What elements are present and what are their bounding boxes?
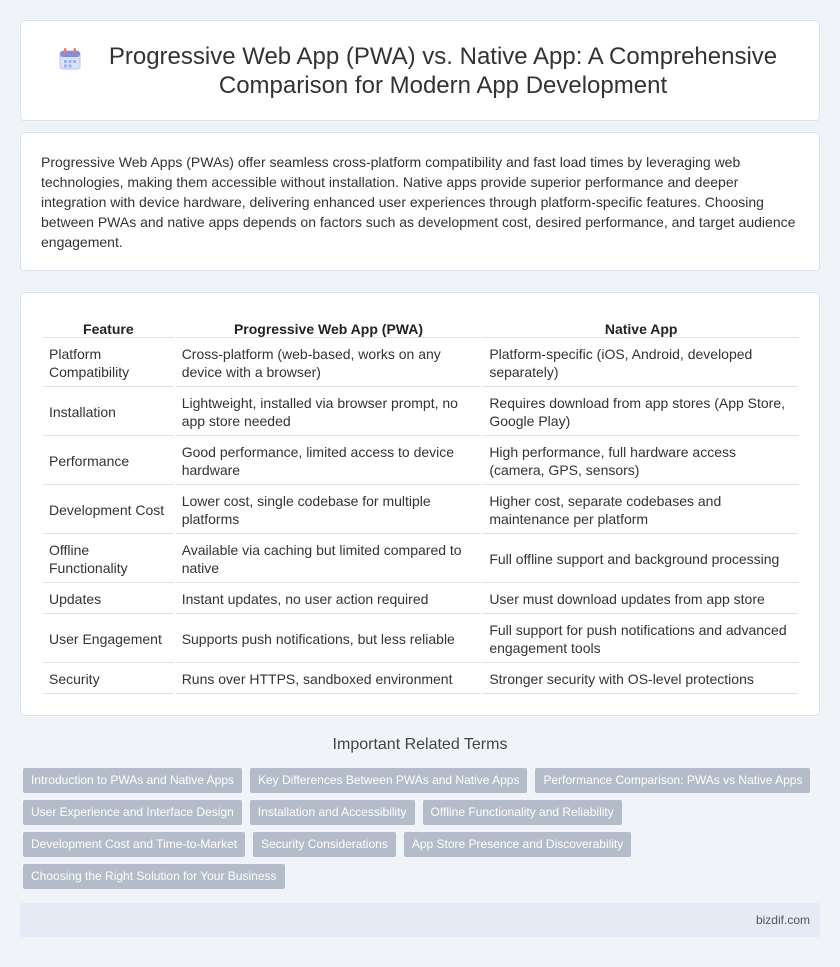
related-term-tag[interactable]: Development Cost and Time-to-Market <box>23 832 245 857</box>
table-cell-feature: User Engagement <box>43 616 174 663</box>
page-title: Progressive Web App (PWA) vs. Native App: A Comprehensive Comparison for Modern App Development <box>108 42 778 99</box>
table-row <box>43 536 799 583</box>
related-term-tag[interactable]: Key Differences Between PWAs and Native Apps <box>250 768 527 793</box>
table-cell-pwa: Cross-platform (web-based, works on any device with a browser) <box>176 340 482 387</box>
table-row <box>43 487 799 534</box>
table-cell-pwa: Lower cost, single codebase for multiple platforms <box>176 487 482 534</box>
table-cell-native: Requires download from app stores (App Store, Google Play) <box>483 389 799 436</box>
table-cell-native: Full support for push notifications and advanced engagement tools <box>483 616 799 663</box>
related-term-tag[interactable]: Installation and Accessibility <box>250 800 415 825</box>
table-cell-feature: Development Cost <box>43 487 174 534</box>
table-row <box>43 616 799 663</box>
column-header-feature: Feature <box>43 319 174 338</box>
table-cell-pwa: Instant updates, no user action required <box>176 585 482 614</box>
calendar-icon <box>57 46 83 72</box>
intro-paragraph: Progressive Web Apps (PWAs) offer seamless cross-platform compatibility and fast load times by leveraging web technologies, making them accessible without installation. Native apps provide superior performance and deeper integration with device hardware, delivering enhanced user experiences through platform-specific features. Choosing between PWAs and native apps depends on factors such as development cost, desired performance, and target audience engagement. <box>41 154 796 250</box>
table-row <box>43 389 799 436</box>
table-cell-native: Full offline support and background processing <box>483 536 799 583</box>
related-term-tag[interactable]: Performance Comparison: PWAs vs Native Apps <box>535 768 810 793</box>
table-header-row <box>43 319 799 338</box>
column-header-native: Native App <box>483 319 799 338</box>
related-term-tag[interactable]: App Store Presence and Discoverability <box>404 832 631 857</box>
table-cell-feature: Security <box>43 665 174 694</box>
related-term-tag[interactable]: Security Considerations <box>253 832 396 857</box>
related-term-tag[interactable]: Introduction to PWAs and Native Apps <box>23 768 242 793</box>
table-cell-pwa: Supports push notifications, but less reliable <box>176 616 482 663</box>
related-term-tag[interactable]: User Experience and Interface Design <box>23 800 242 825</box>
table-cell-feature: Offline Functionality <box>43 536 174 583</box>
table-cell-pwa: Lightweight, installed via browser prompt, no app store needed <box>176 389 482 436</box>
table-cell-native: User must download updates from app store <box>483 585 799 614</box>
comparison-table <box>41 317 801 696</box>
table-cell-native: Stronger security with OS-level protections <box>483 665 799 694</box>
table-cell-feature: Platform Compatibility <box>43 340 174 387</box>
table-cell-pwa: Good performance, limited access to device hardware <box>176 438 482 485</box>
table-cell-feature: Performance <box>43 438 174 485</box>
table-cell-feature: Updates <box>43 585 174 614</box>
header-card <box>20 20 820 121</box>
intro-card <box>20 132 820 271</box>
related-term-tag[interactable]: Choosing the Right Solution for Your Business <box>23 864 285 889</box>
footer <box>20 903 820 937</box>
table-cell-native: Platform-specific (iOS, Android, developed separately) <box>483 340 799 387</box>
related-term-tag[interactable]: Offline Functionality and Reliability <box>423 800 622 825</box>
related-terms-title: Important Related Terms <box>332 736 508 753</box>
table-cell-pwa: Available via caching but limited compared to native <box>176 536 482 583</box>
table-cell-native: High performance, full hardware access (camera, GPS, sensors) <box>483 438 799 485</box>
table-cell-native: Higher cost, separate codebases and maintenance per platform <box>483 487 799 534</box>
table-cell-feature: Installation <box>43 389 174 436</box>
table-row <box>43 665 799 694</box>
footer-site-link[interactable]: bizdif.com <box>755 913 810 927</box>
comparison-table-card <box>20 292 820 716</box>
table-row <box>43 340 799 387</box>
table-row <box>43 438 799 485</box>
related-terms-list <box>23 768 823 896</box>
table-cell-pwa: Runs over HTTPS, sandboxed environment <box>176 665 482 694</box>
column-header-pwa: Progressive Web App (PWA) <box>176 319 482 338</box>
table-row <box>43 585 799 614</box>
